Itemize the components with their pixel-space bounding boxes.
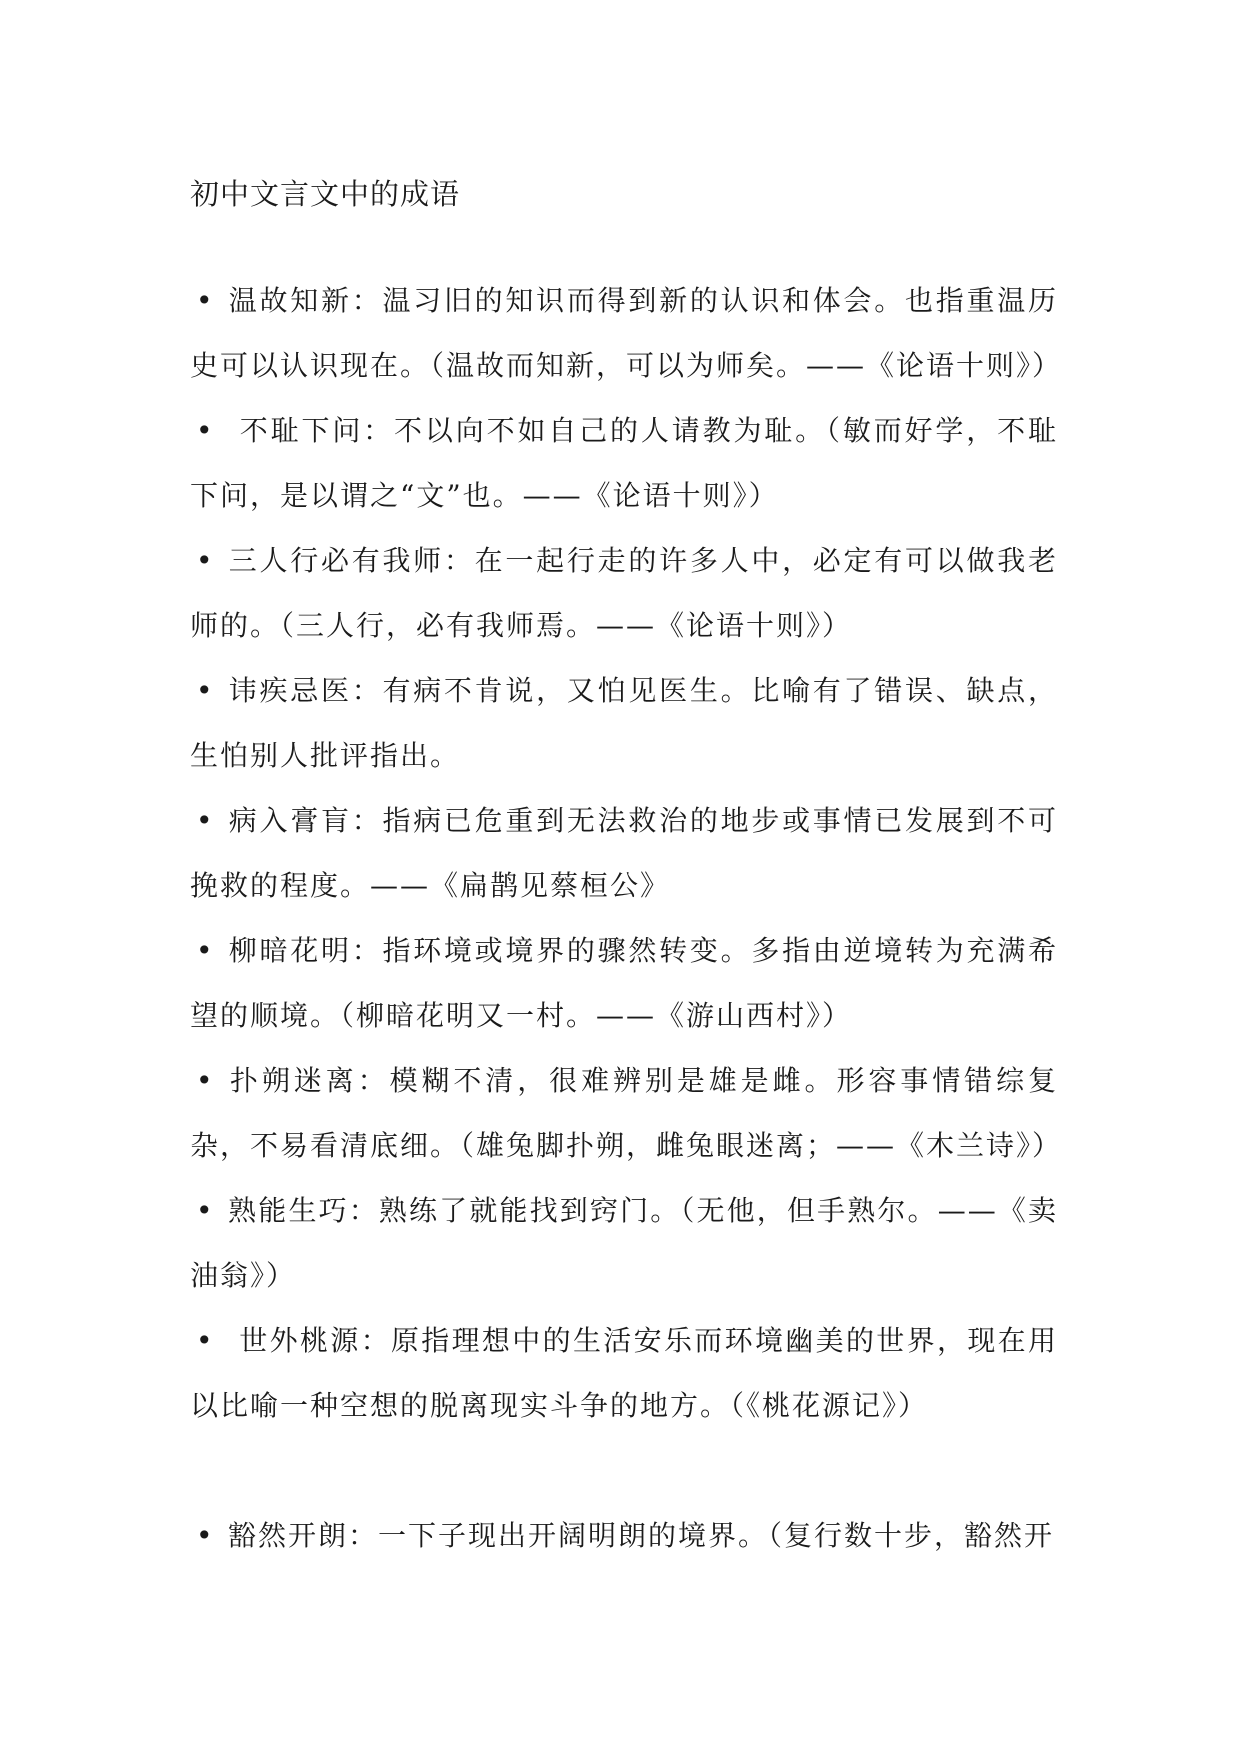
idiom-text: 讳疾忌医：有病不肯说，又怕见医生。比喻有了错误、缺点，生怕别人批评指出。 xyxy=(190,674,1058,772)
idiom-entry xyxy=(190,1178,1058,1308)
idiom-text: 熟能生巧：熟练了就能找到窍门。（无他，但手熟尔。——《卖油翁》） xyxy=(190,1194,1058,1292)
idiom-entry xyxy=(190,1308,1058,1438)
idiom-text: 世外桃源：原指理想中的生活安乐而环境幽美的世界，现在用以比喻一种空想的脱离现实斗争的地方。（《桃花源记》） xyxy=(190,1324,1058,1422)
bullet-icon: • xyxy=(196,934,215,967)
idiom-text: 扑朔迷离：模糊不清，很难辨别是雄是雌。形容事情错综复杂，不易看清底细。（雄兔脚扑朔，雌兔眼迷离；——《木兰诗》） xyxy=(190,1064,1063,1162)
idiom-entry xyxy=(190,528,1058,658)
bullet-icon: • xyxy=(196,1324,215,1357)
document-title: 初中文言文中的成语 xyxy=(190,177,461,211)
idiom-list xyxy=(190,268,1063,1568)
idiom-entry xyxy=(190,918,1058,1048)
bullet-icon: • xyxy=(196,1519,215,1552)
idiom-entry xyxy=(190,1503,1058,1568)
bullet-icon: • xyxy=(196,414,215,447)
idiom-entry xyxy=(190,658,1058,788)
bullet-icon: • xyxy=(196,1064,215,1097)
idiom-text: 三人行必有我师：在一起行走的许多人中，必定有可以做我老师的。（三人行，必有我师焉。——《论语十则》） xyxy=(190,544,1058,642)
bullet-icon: • xyxy=(196,1194,215,1227)
idiom-entry xyxy=(190,268,1063,398)
idiom-text: 豁然开朗：一下子现出开阔明朗的境界。（复行数十步，豁然开 xyxy=(228,1519,1055,1552)
idiom-text: 不耻下问：不以向不如自己的人请教为耻。（敏而好学，不耻下问，是以谓之“文”也。——《论语十则》） xyxy=(190,414,1058,512)
bullet-icon: • xyxy=(196,284,215,317)
bullet-icon: • xyxy=(196,544,215,577)
idiom-text: 柳暗花明：指环境或境界的骤然转变。多指由逆境转为充满希望的顺境。（柳暗花明又一村。——《游山西村》） xyxy=(190,934,1058,1032)
idiom-entry xyxy=(190,788,1058,918)
idiom-entry xyxy=(190,1048,1063,1178)
idiom-text: 病入膏肓：指病已危重到无法救治的地步或事情已发展到不可挽救的程度。——《扁鹊见蔡桓公》 xyxy=(190,804,1058,902)
bullet-icon: • xyxy=(196,804,215,837)
idiom-entry xyxy=(190,398,1058,528)
idiom-text: 温故知新：温习旧的知识而得到新的认识和体会。也指重温历史可以认识现在。（温故而知新，可以为师矣。——《论语十则》） xyxy=(190,284,1063,382)
bullet-icon: • xyxy=(196,674,215,707)
